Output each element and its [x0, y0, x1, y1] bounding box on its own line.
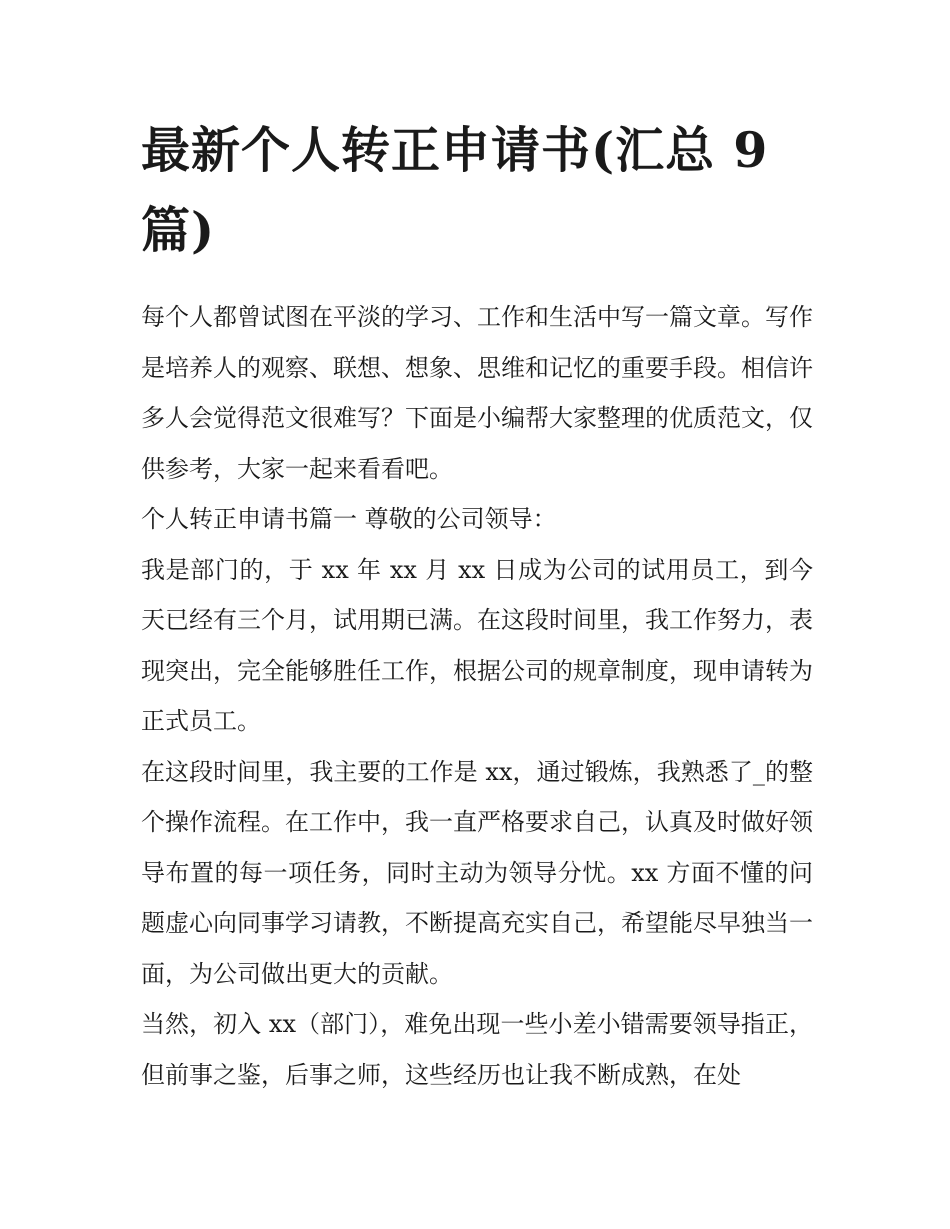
document-page — [141, 110, 813, 1100]
paragraph-body-3: 当然，初入 xx（部门），难免出现一些小差小错需要领导指正，但前事之鉴，后事之师，这些经历也让我不断成熟，在处 — [141, 1010, 813, 1089]
paragraph-body-1: 我是部门的，于 xx 年 xx 月 xx 日成为公司的试用员工，到今天已经有三个月，试用期已满。在这段时间里，我工作努力，表现突出，完全能够胜任工作，根据公司的规章制度，现申请转为正式员工。 — [141, 555, 813, 735]
document-body — [141, 292, 813, 1100]
paragraph-intro: 每个人都曾试图在平淡的学习、工作和生活中写一篇文章。写作是培养人的观察、联想、想象、思维和记忆的重要手段。相信许多人会觉得范文很难写？下面是小编帮大家整理的优质范文，仅供参考，大家一起来看看吧。 — [141, 303, 813, 483]
document-title: 最新个人转正申请书(汇总 9 篇) — [141, 121, 769, 259]
paragraph-salutation: 个人转正申请书篇一 尊敬的公司领导： — [141, 505, 557, 533]
paragraph-body-2: 在这段时间里，我主要的工作是 xx，通过锻炼，我熟悉了_的整个操作流程。在工作中，我一直严格要求自己，认真及时做好领导布置的每一项任务，同时主动为领导分忧。xx 方面不懂的问题虚心向同事学习请教，不断提高充实自己，希望能尽早独当一面，为公司做出更大的贡献。 — [141, 757, 813, 988]
